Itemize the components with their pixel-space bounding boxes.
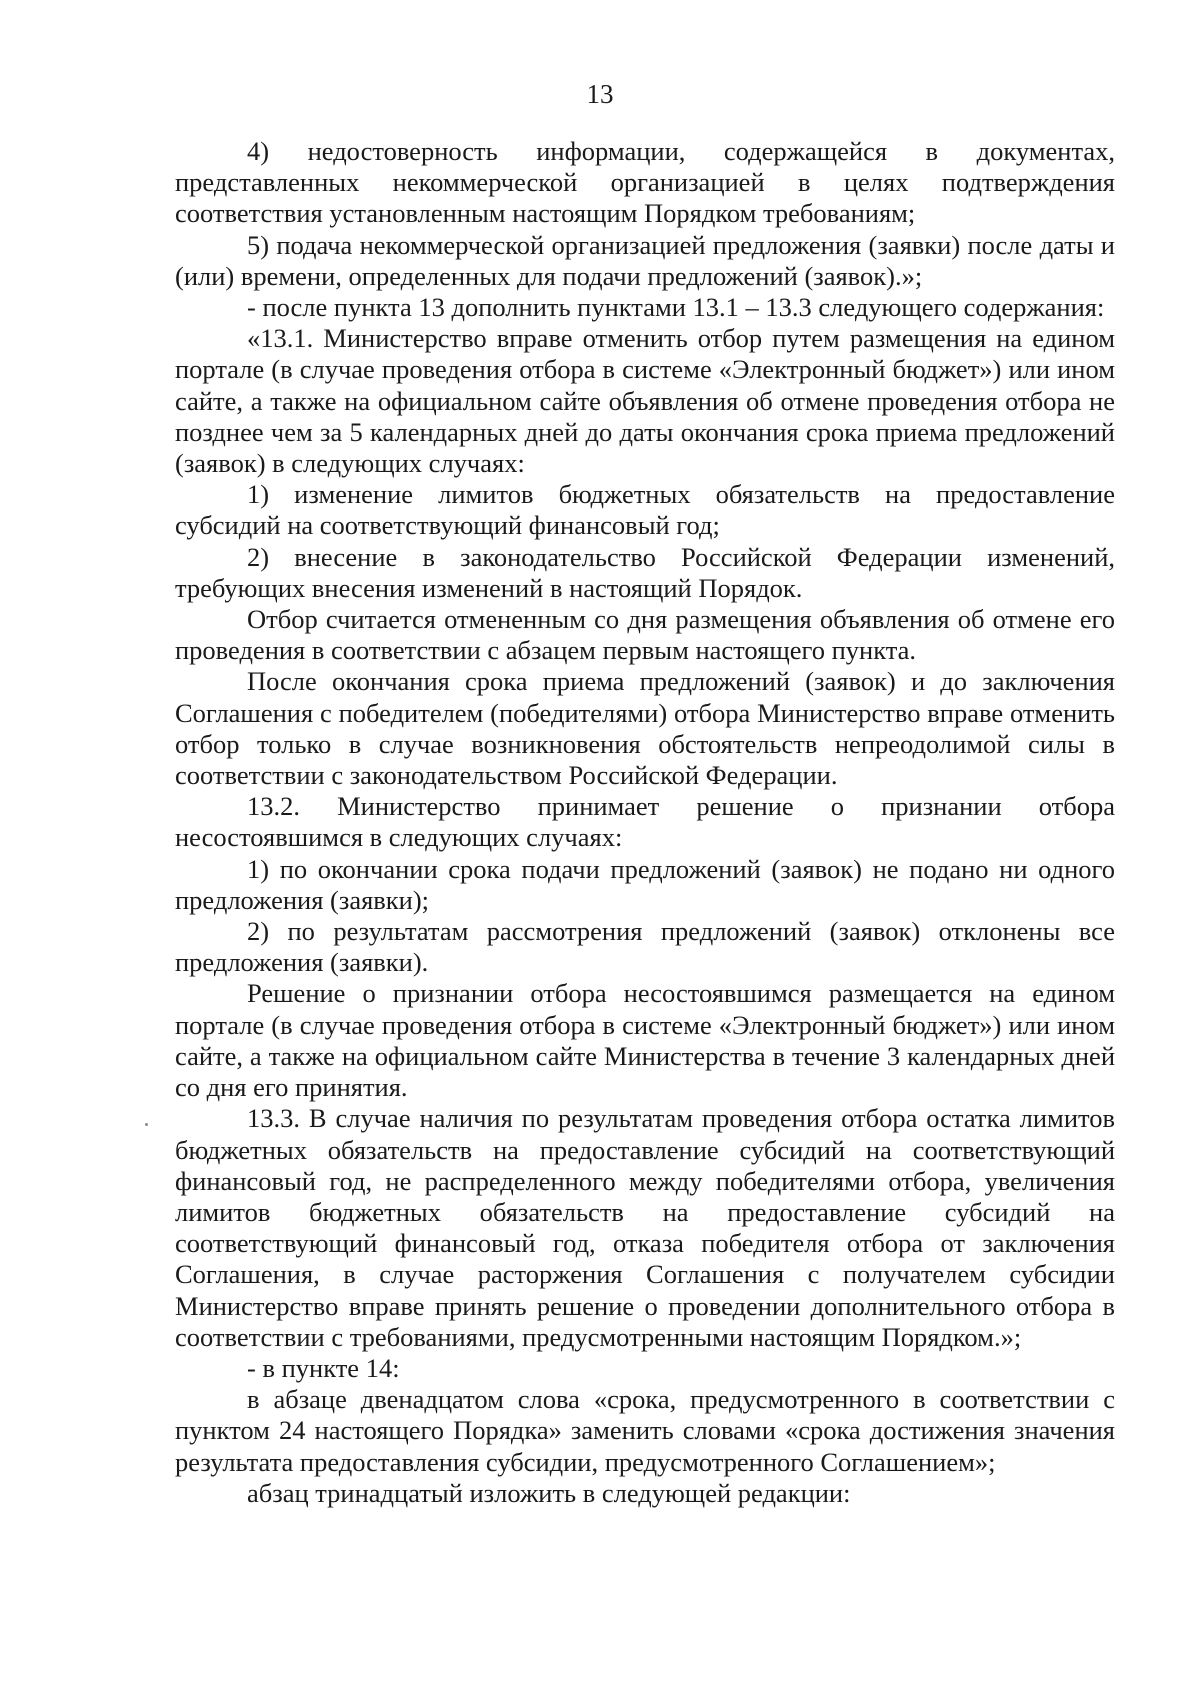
paragraph-13-2-case-2: 2) по результатам рассмотрения предложений (заявок) отклонены все предложения (заявки). xyxy=(175,916,1115,978)
paragraph-decision-publication: Решение о признании отбора несостоявшимся размещается на едином портале (в случае проведения отбора в системе «Электронный бюджет») или ином сайте, а также на официальном сайте Министерства в течение 3 календарных дней со дня его принятия. xyxy=(175,978,1115,1103)
paragraph-13-1-case-1: 1) изменение лимитов бюджетных обязательств на предоставление субсидий на соответствующий финансовый год; xyxy=(175,479,1115,541)
paragraph-item-5: 5) подача некоммерческой организацией предложения (заявки) после даты и (или) времени, определенных для подачи предложений (заявок).»; xyxy=(175,229,1115,291)
paragraph-13-1-case-2: 2) внесение в законодательство Российской Федерации изменений, требующих внесения изменений в настоящий Порядок. xyxy=(175,541,1115,603)
paragraph-13-1: «13.1. Министерство вправе отменить отбор путем размещения на едином портале (в случае проведения отбора в системе «Электронный бюджет») или ином сайте, а также на официальном сайте объявления об отмене проведения отбора не позднее чем за 5 календарных дней до даты окончания срока приема предложений (заявок) в следующих случаях: xyxy=(175,323,1115,479)
document-body xyxy=(175,136,1115,1509)
paragraph-after-point-13: - после пункта 13 дополнить пунктами 13.1 – 13.3 следующего содержания: xyxy=(247,292,1105,323)
scan-speck xyxy=(145,1123,148,1126)
paragraph-13-2: 13.2. Министерство принимает решение о признании отбора несостоявшимся в следующих случаях: xyxy=(175,791,1115,853)
paragraph-point-14: - в пункте 14: xyxy=(247,1352,400,1383)
paragraph-13-3: 13.3. В случае наличия по результатам проведения отбора остатка лимитов бюджетных обязательств на предоставление субсидий на соответствующий финансовый год, не распределенного между победителями отбора, увеличения лимитов бюджетных обязательств на предоставление субсидий на соответствующий финансовый год, отказа победителя отбора от заключения Соглашения, в случае расторжения Соглашения с получателем субсидии Министерство вправе принять решение о проведении дополнительного отбора в соответствии с требованиями, предусмотренными настоящим Порядком.»; xyxy=(175,1103,1115,1352)
paragraph-abzac-13: абзац тринадцатый изложить в следующей редакции: xyxy=(247,1477,851,1508)
paragraph-force-majeure: После окончания срока приема предложений (заявок) и до заключения Соглашения с победителем (победителями) отбора Министерство вправе отменить отбор только в случае возникновения обстоятельств непреодолимой силы в соответствии с законодательством Российской Федерации. xyxy=(175,666,1115,791)
paragraph-13-2-case-1: 1) по окончании срока подачи предложений (заявок) не подано ни одного предложения (заявки); xyxy=(175,853,1115,915)
page-number: 13 xyxy=(586,79,614,109)
paragraph-item-4: 4) недостоверность информации, содержащейся в документах, представленных некоммерческой организацией в целях подтверждения соответствия установленным настоящим Порядком требованиям; xyxy=(175,136,1115,229)
paragraph-abzac-12: в абзаце двенадцатом слова «срока, предусмотренного в соответствии с пунктом 24 настоящего Порядка» заменить словами «срока достижения значения результата предоставления субсидии, предусмотренного Соглашением»; xyxy=(175,1384,1115,1477)
paragraph-cancellation-date: Отбор считается отмененным со дня размещения объявления об отмене его проведения в соответствии с абзацем первым настоящего пункта. xyxy=(175,604,1115,666)
